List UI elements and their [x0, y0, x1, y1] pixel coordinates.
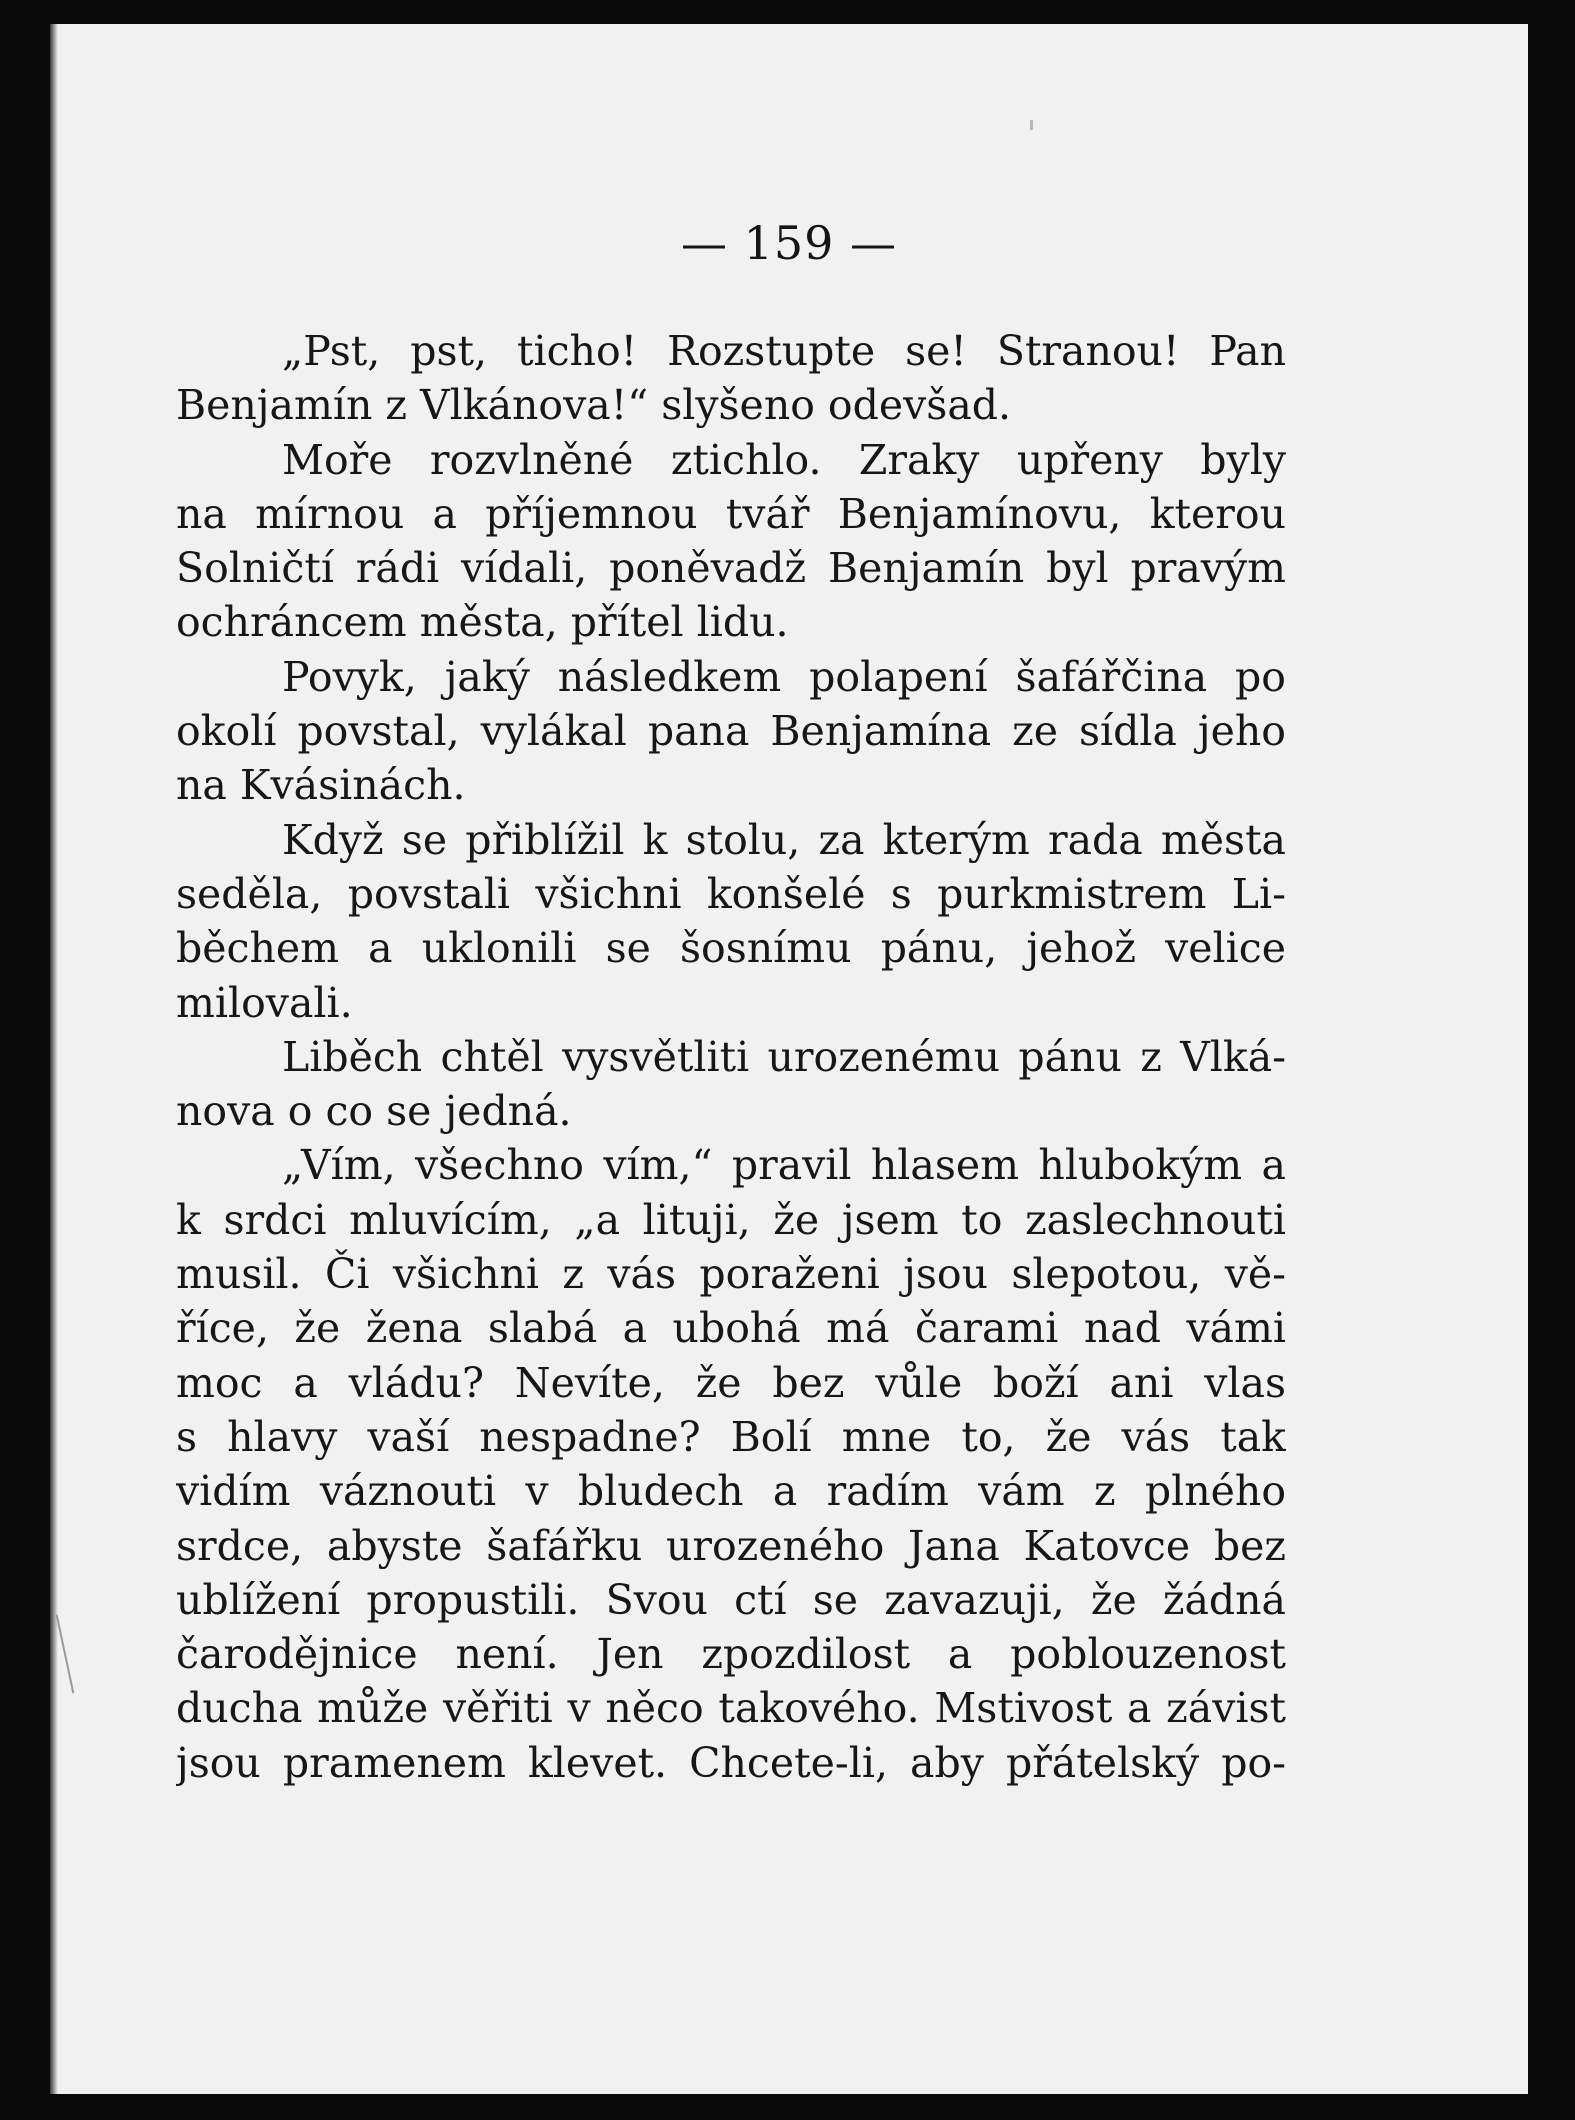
page-edge-shadow — [50, 24, 58, 2094]
text-line: srdce, abyste šafářku urozeného Jana Katovce bez — [176, 1521, 1286, 1570]
text-line: říce, že žena slabá a ubohá má čarami nad vámi — [176, 1304, 1286, 1353]
text-line: milovali. — [176, 978, 353, 1027]
text-line: vidím váznouti v bludech a radím vám z plného — [176, 1467, 1286, 1516]
text-line: s hlavy vaší nespadne? Bolí mne to, že vás tak — [176, 1412, 1286, 1461]
text-line: Liběch chtěl vysvětliti urozenému pánu z Vlká- — [282, 1032, 1286, 1081]
text-line: nova o co se jedná. — [176, 1087, 572, 1136]
scan-mark — [56, 1615, 75, 1694]
text-line: Povyk, jaký následkem polapení šafářčina po — [282, 652, 1286, 701]
text-line: ublížení propustili. Svou ctí se zavazuji, že žádná — [176, 1575, 1286, 1624]
text-line: moc a vládu? Nevíte, že bez vůle boží ani vlas — [176, 1358, 1286, 1407]
text-line: musil. Či všichni z vás poraženi jsou slepotou, vě- — [176, 1250, 1286, 1299]
text-line: na mírnou a příjemnou tvář Benjamínovu, kterou — [176, 489, 1286, 538]
text-line: okolí povstal, vylákal pana Benjamína ze sídla jeho — [176, 707, 1286, 756]
scan-speck — [1030, 120, 1033, 130]
text-line: Benjamín z Vlkánova!“ slyšeno odevšad. — [176, 381, 1012, 430]
page-number: — 159 — — [680, 216, 898, 270]
text-line: Když se přiblížil k stolu, za kterým rada města — [282, 815, 1286, 864]
text-line: „Pst, pst, ticho! Rozstupte se! Stranou! Pan — [282, 327, 1286, 375]
body-text — [176, 324, 1286, 1790]
text-line: Solničtí rádi vídali, poněvadž Benjamín byl pravým — [176, 544, 1286, 593]
text-line: k srdci mluvícím, „a lituji, že jsem to zaslechnouti — [176, 1195, 1286, 1244]
text-line: běchem a uklonili se šosnímu pánu, jehož velice — [176, 924, 1286, 973]
text-line: ducha může věřiti v něco takového. Mstivost a závist — [176, 1684, 1286, 1733]
text-line: Moře rozvlněné ztichlo. Zraky upřeny byly — [282, 435, 1286, 484]
book-page — [50, 24, 1528, 2094]
text-line: seděla, povstali všichni konšelé s purkmistrem Li- — [176, 869, 1286, 918]
text-line: jsou pramenem klevet. Chcete-li, aby přátelský po- — [176, 1738, 1286, 1787]
text-line: čarodějnice není. Jen zpozdilost a poblouzenost — [176, 1630, 1286, 1679]
text-line: ochráncem města, přítel lidu. — [176, 598, 789, 647]
text-line: na Kvásinách. — [176, 761, 466, 810]
text-line: „Vím, všechno vím,“ pravil hlasem hlubokým a — [282, 1141, 1286, 1190]
